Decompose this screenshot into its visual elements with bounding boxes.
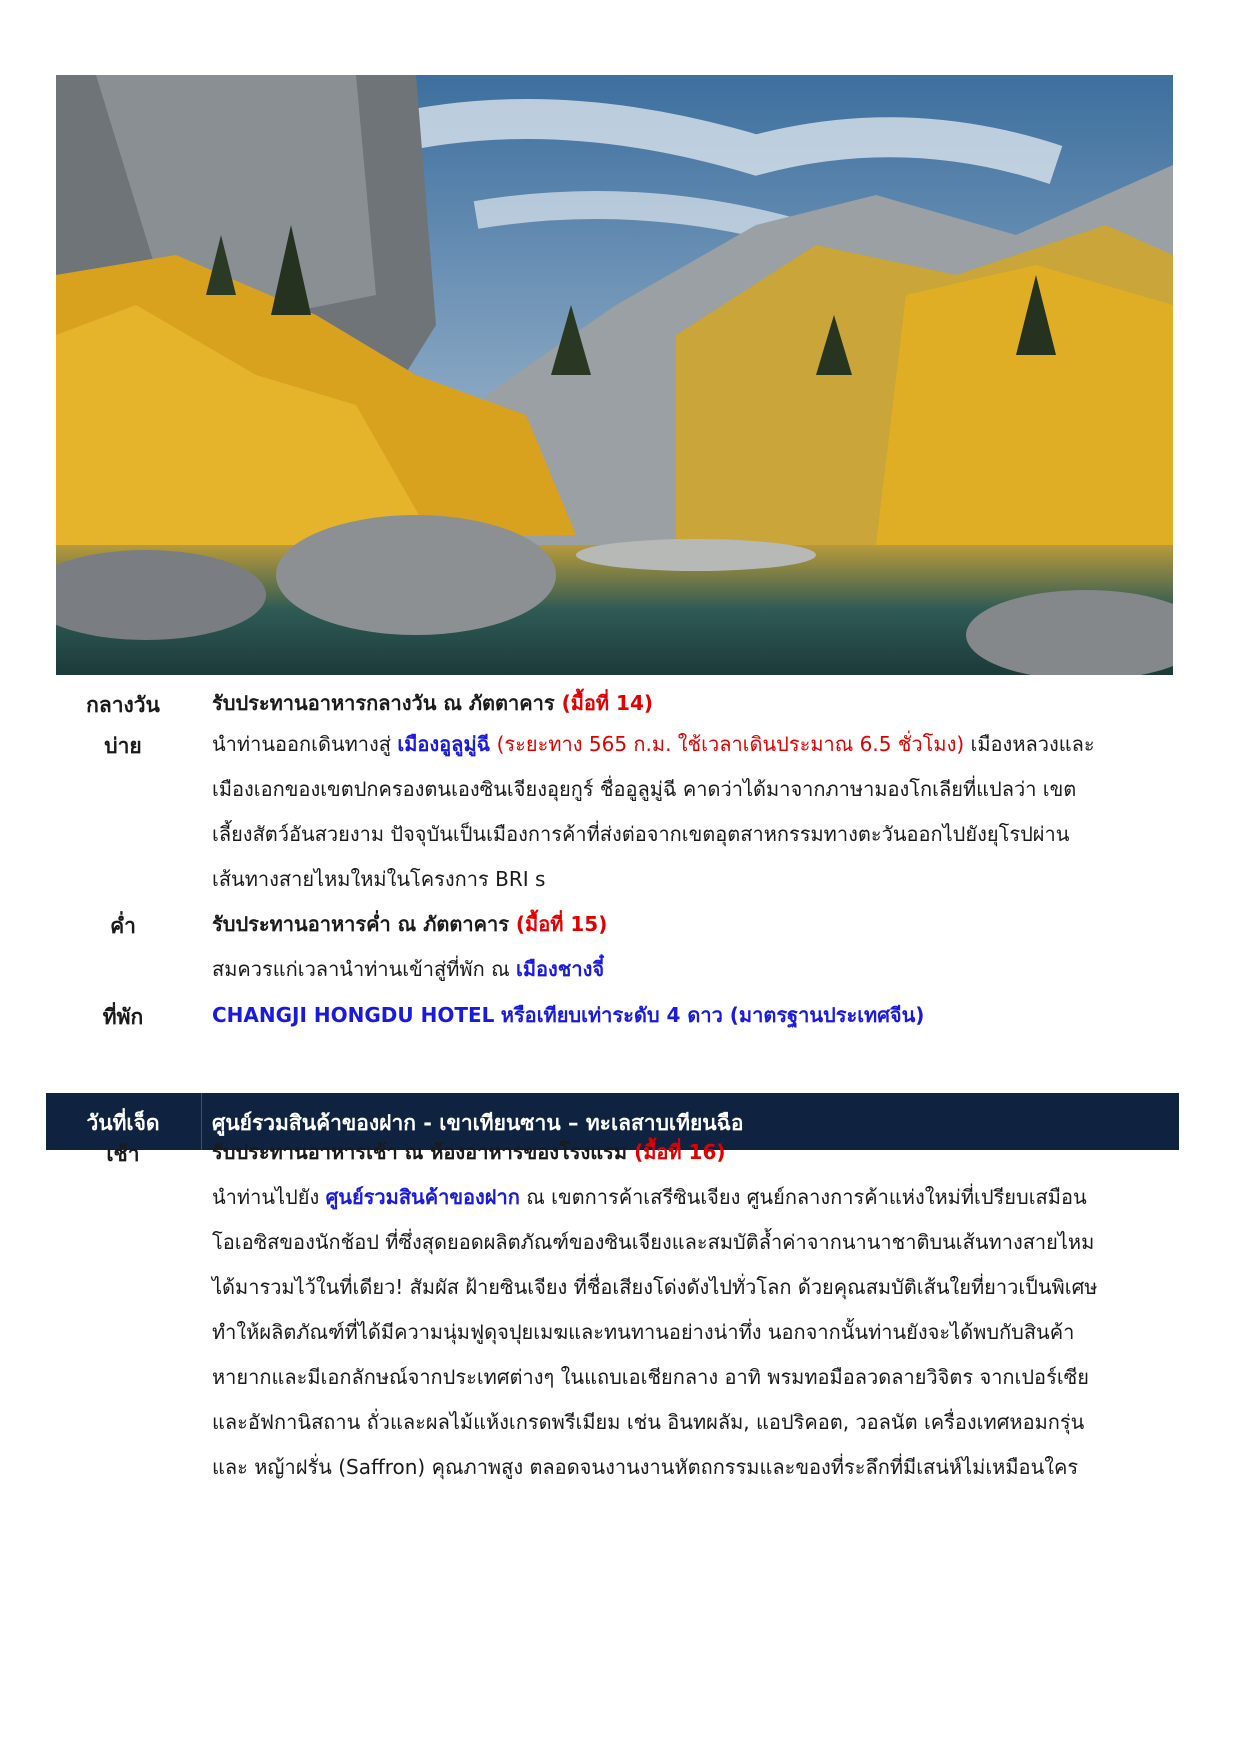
breakfast-description: รับประทานอาหารเช้า ณ ห้องอาหารของโรงแรม xyxy=(212,1140,628,1164)
afternoon-line-1-rest: เมืองหลวงและ xyxy=(970,732,1095,756)
souvenir-line-1 xyxy=(212,1175,1172,1220)
lunch-label: กลางวัน xyxy=(86,693,160,717)
dinner-label: ค่ำ xyxy=(110,914,136,938)
autumn-valley-photo xyxy=(56,75,1173,675)
breakfast-label: เช้า xyxy=(106,1142,140,1166)
afternoon-lead: นำท่านออกเดินทางสู่ xyxy=(212,732,392,756)
souvenir-line-3: ได้มารวมไว้ในที่เดียว! สัมผัส ฝ้ายซินเจียง ที่ชื่อเสียงโด่งดังไปทั่วโลก ด้วยคุณสมบัติเส้นใยที่ยาวเป็นพิเศษ xyxy=(212,1275,1098,1299)
lunch-meal-number: (มื้อที่ 14) xyxy=(561,691,654,715)
lunch-text xyxy=(212,689,1172,717)
afternoon-label: บ่าย xyxy=(104,734,142,758)
day-seven-title: ศูนย์รวมสินค้าของฝาก - เขาเทียนซาน – ทะเลสาบเทียนฉือ xyxy=(212,1111,744,1135)
breakfast-meal-number: (มื้อที่ 16) xyxy=(634,1140,726,1164)
dinner-line-2 xyxy=(212,947,1172,992)
souvenir-line-1-rest: ณ เขตการค้าเสรีซินเจียง ศูนย์กลางการค้าแห่งใหม่ที่เปรียบเสมือน xyxy=(526,1185,1087,1209)
header-divider xyxy=(201,1093,202,1150)
hotel-name: CHANGJI HONGDU HOTEL xyxy=(212,1003,495,1027)
dinner-meal-number: (มื้อที่ 15) xyxy=(515,912,608,936)
lunch-description: รับประทานอาหารกลางวัน ณ ภัตตาคาร xyxy=(212,691,555,715)
souvenir-line-7: และ หญ้าฝรั่น (Saffron) คุณภาพสูง ตลอดจนงานงานหัตถกรรมและของที่ระลึกที่มีเสน่ห์ไม่เหมือนใคร xyxy=(212,1455,1079,1479)
afternoon-line-1 xyxy=(212,722,1172,767)
changji-city: เมืองชางจี๋ xyxy=(515,957,605,981)
dinner-description: รับประทานอาหารค่ำ ณ ภัตตาคาร xyxy=(212,912,509,936)
hotel-line xyxy=(212,993,1172,1038)
afternoon-paragraph xyxy=(212,722,1172,902)
travel-distance: (ระยะทาง 565 ก.ม. ใช้เวลาเดินประมาณ 6.5 ชั่วโมง) xyxy=(496,732,965,756)
afternoon-line-2: เมืองเอกของเขตปกครองตนเองซินเจียงอุยกูร์ ชื่ออูลูมู่ฉี คาดว่าได้มาจากภาษามองโกเลียที่แปลว่า เขต xyxy=(212,777,1077,801)
afternoon-line-4: เส้นทางสายไหมใหม่ในโครงการ BRI s xyxy=(212,867,546,891)
hotel-rating: หรือเทียบเท่าระดับ 4 ดาว (มาตรฐานประเทศจีน) xyxy=(500,1003,925,1027)
breakfast-paragraph xyxy=(212,1130,1172,1490)
dinner-line-1 xyxy=(212,902,1172,947)
day-seven-label: วันที่เจ็ด xyxy=(86,1111,160,1135)
dinner-paragraph xyxy=(212,902,1172,992)
souvenir-center: ศูนย์รวมสินค้าของฝาก xyxy=(325,1185,520,1209)
afternoon-line-3: เลี้ยงสัตว์อันสวยงาม ปัจจุบันเป็นเมืองการค้าที่ส่งต่อจากเขตอุตสาหกรรมทางตะวันออกไปยังยุโรปผ่าน xyxy=(212,822,1070,846)
urumqi-city: เมืองอูลูมู่ฉี xyxy=(397,732,491,756)
hotel-label: ที่พัก xyxy=(102,1005,144,1029)
landscape-illustration xyxy=(56,75,1173,675)
souvenir-line-4: ทำให้ผลิตภัณฑ์ที่ได้มีความนุ่มฟูดุจปุยเมฆและทนทานอย่างน่าทึ่ง นอกจากนั้นท่านยังจะได้พบกับสินค้า xyxy=(212,1320,1075,1344)
breakfast-line xyxy=(212,1130,1172,1175)
souvenir-lead: นำท่านไปยัง xyxy=(212,1185,320,1209)
souvenir-line-6: และอัฟกานิสถาน ถั่วและผลไม้แห้งเกรดพรีเมียม เช่น อินทผลัม, แอปริคอต, วอลนัต เครื่องเทศหอมกรุ่น xyxy=(212,1410,1085,1434)
souvenir-line-2: โอเอซิสของนักช้อป ที่ซึ่งสุดยอดผลิตภัณฑ์ของซินเจียงและสมบัติล้ำค่าจากนานาชาติบนเส้นทางสายไหม xyxy=(212,1230,1095,1254)
dinner-line-2-lead: สมควรแก่เวลานำท่านเข้าสู่ที่พัก ณ xyxy=(212,957,510,981)
souvenir-line-5: หายากและมีเอกลักษณ์จากประเทศต่างๆ ในแถบเอเชียกลาง อาทิ พรมทอมือลวดลายวิจิตร จากเปอร์เซีย xyxy=(212,1365,1089,1389)
